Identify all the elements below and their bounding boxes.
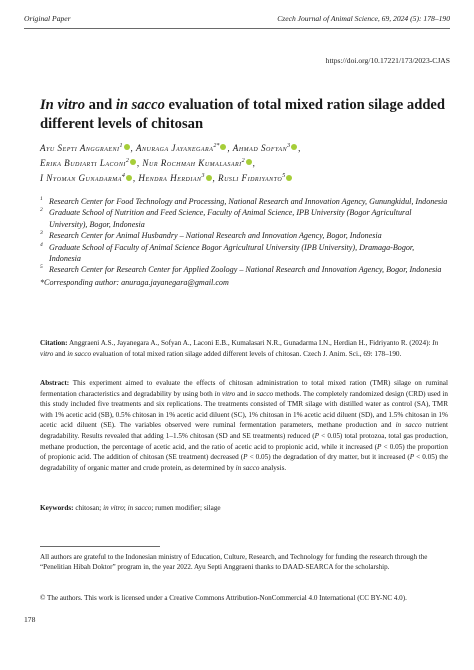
author-name: Ahmad Sofyan xyxy=(232,143,288,154)
author-affil-ref: 3 xyxy=(201,173,205,180)
title-part: and xyxy=(85,97,116,113)
author-affil-ref: 2 xyxy=(241,158,245,165)
orcid-icon[interactable] xyxy=(130,159,136,165)
running-header-right: Czech Journal of Animal Science, 69, 2024 (5): 178–190 xyxy=(277,14,450,23)
author-affil-ref: 4 xyxy=(121,173,125,180)
doi-link[interactable]: https://doi.org/10.17221/173/2023-CJAS xyxy=(325,56,450,65)
orcid-icon[interactable] xyxy=(124,144,130,150)
author-name: Rusli Fidriyanto xyxy=(218,173,283,184)
keywords-block: Keywords: chitosan; in vitro; in sacco; rumen modifier; silage xyxy=(40,504,221,512)
citation-label: Citation: xyxy=(40,339,68,347)
orcid-icon[interactable] xyxy=(291,144,297,150)
author-separator: , xyxy=(132,173,139,184)
license-notice: © The authors. This work is licensed under a Creative Commons Attribution-NonCommercial 4.0 International (CC BY-NC 4.0). xyxy=(40,594,407,602)
author-affil-ref: 3 xyxy=(287,143,291,149)
footnote-rule xyxy=(40,546,160,547)
title-italic-in-vitro: In vitro xyxy=(40,97,86,113)
abstract-label: Abstract: xyxy=(40,379,70,387)
author-name: I Nyoman Gunadarma xyxy=(40,173,122,184)
corresponding-author: *Corresponding author: anuraga.jayanegara@gmail.com xyxy=(40,277,229,287)
affiliation-item: 3 Research Center for Animal Husbandry – National Research and Innovation Agency, Bogor, Indonesia xyxy=(40,230,382,241)
author-affil-ref: 5 xyxy=(282,173,286,180)
author-name: Hendra Herdian xyxy=(138,173,202,184)
affiliation-item: 5 Research Center for Research Center for Applied Zoology – National Research and Innovation Agency, Bogor, Indonesia xyxy=(40,264,442,275)
affiliation-item: 1 Research Center for Food Technology and Processing, National Research and Innovation Agency, Gunungkidul, Indonesia xyxy=(40,196,448,206)
author-name: Erika Budiarti Laconi xyxy=(40,158,126,169)
author-affil-ref: 1 xyxy=(119,143,123,149)
orcid-icon[interactable] xyxy=(220,144,226,150)
author-list xyxy=(40,140,452,186)
author-separator: , xyxy=(227,143,233,154)
orcid-icon[interactable] xyxy=(286,175,292,181)
abstract-block: Abstract: This experiment aimed to evaluate the effects of chitosan administration to total mixed ration (TMR) silage on ruminal fermentation characteristics and degradability by using both in vitro and in sacco methods. The completely randomized design (CRD) used in this study included five treatments and six replications. The treatments consisted of TMR silage with distilled water as control (SA), TMR with 1% acetic acid (SB), 0.5% chitosan in 1% acetic acid diluent (SC), 1% chitosan in 1% acetic acid diluent (SD), and 1.5% chitosan in 1% acetic acid diluent (SE). The variables observed were ruminal fermentation parameters, methane production and in sacco nutrient degradability. Results revealed that adding 1–1.5% chitosan (SD and SE treatments) reduced (P < 0.05) total protozoa, total gas production, methane production, the percentage of acetic acid, and the ratio of acetic acid to propionic acid, while it increased (P < 0.05) the proportion of propionic acid. The addition of chitosan (SE treatment) decreased (P < 0.05) the degradation of dry matter, but it increased (P < 0.05) the degradability of organic matter and crude protein, as determined by in sacco analysis. xyxy=(40,379,448,472)
paper-title xyxy=(40,96,448,134)
author-separator: , xyxy=(136,158,143,169)
author-separator: , xyxy=(212,173,219,184)
orcid-icon[interactable] xyxy=(246,159,252,165)
author-separator: , xyxy=(298,143,301,154)
title-italic-in-sacco: in sacco xyxy=(115,97,165,113)
citation-block: Citation: Anggraeni A.S., Jayanegara A., Sofyan A., Laconi E.B., Kumalasari N.R., Gunadarma I.N., Herdian H., Fidriyanto R. (2024): In vitro and in sacco evaluation of total mixed ration silage added different levels of chitosan. Czech J. Anim. Sci., 69: 178–190. xyxy=(40,339,439,358)
orcid-icon[interactable] xyxy=(126,175,132,181)
page-number: 178 xyxy=(24,615,36,624)
author-separator: , xyxy=(252,158,256,169)
running-header-left: Original Paper xyxy=(24,14,71,23)
author-affil-ref: 2 xyxy=(125,158,129,165)
author-affil-ref: 2* xyxy=(213,143,220,149)
affiliation-item: 2 Graduate School of Nutrition and Feed Science, Faculty of Animal Science, IPB University (Bogor Agricultural University), Bogor, Indonesia xyxy=(40,207,412,229)
funding-footnote: All authors are grateful to the Indonesian ministry of Education, Culture, Research, and Technology for funding the research through the “Penelitian Hibah Doktor” program in, the year 2022. Ayu Septi Anggraeni thanks to DAAD-SEARCA for the scholarship. xyxy=(40,553,428,572)
title-part: evaluation of total mixed ration silage added different levels of chitosan xyxy=(40,97,446,132)
header-rule xyxy=(24,28,450,29)
author-separator: , xyxy=(130,143,136,154)
author-name: Anuraga Jayanegara xyxy=(135,143,214,154)
keywords-label: Keywords: xyxy=(40,504,74,512)
affiliation-item: 4 Graduate School of Faculty of Animal Science Bogor Agricultural University (IPB University), Dramaga-Bogor, Indonesia xyxy=(40,241,415,264)
affiliation-list xyxy=(40,196,448,288)
author-name: Ayu Septi Anggraeni xyxy=(40,143,120,154)
orcid-icon[interactable] xyxy=(206,175,212,181)
author-name: Nur Rochmah Kumalasari xyxy=(142,158,242,169)
